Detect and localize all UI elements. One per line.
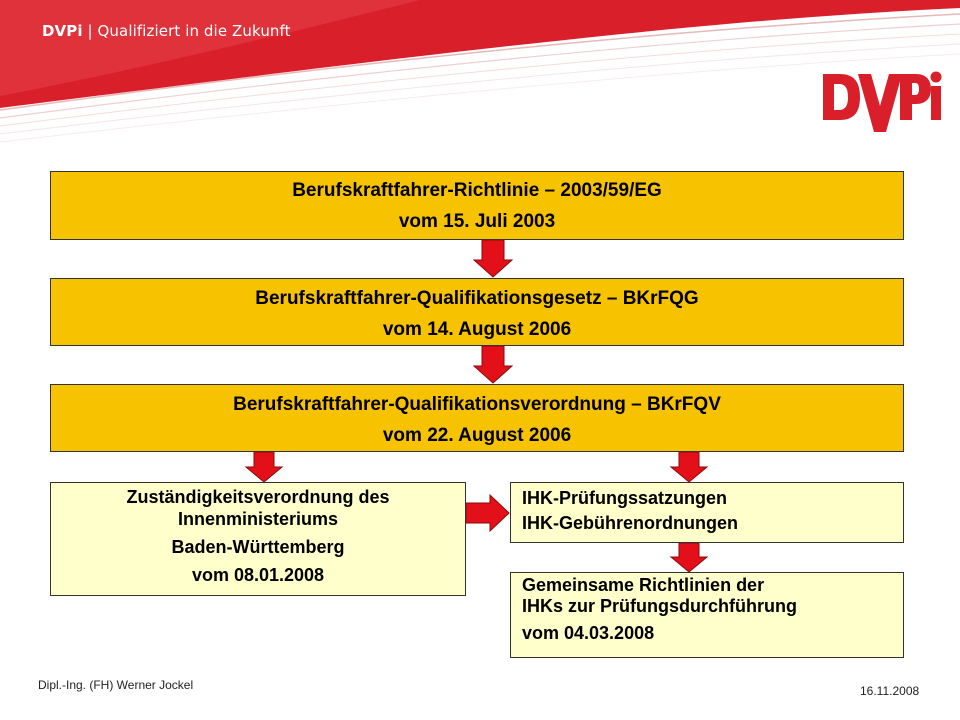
guidelines-line-1: Gemeinsame Richtlinien der	[522, 575, 765, 595]
law-date: vom 14. August 2006	[382, 319, 572, 340]
ordinance-title: Berufskraftfahrer-Qualifikationsverordnung – BKrFQV	[233, 394, 721, 415]
down-arrow-icon	[669, 543, 709, 573]
ihk-rules-box	[510, 482, 904, 543]
ihk-rules-line-2: IHK-Gebührenordnungen	[522, 513, 738, 533]
header-brand: DVPi	[42, 22, 83, 40]
guidelines-date: vom 04.03.2008	[522, 623, 655, 643]
ihk-rules-line-1: IHK-Prüfungssatzungen	[522, 488, 727, 508]
ordinance-box	[50, 384, 904, 452]
guidelines-line-2: IHKs zur Prüfungsdurchführung	[522, 596, 797, 616]
header-tagline	[42, 22, 291, 40]
down-arrow-icon	[473, 346, 513, 384]
jurisdiction-date: vom 08.01.2008	[191, 565, 325, 585]
down-arrow-icon	[669, 452, 709, 483]
directive-box	[50, 171, 904, 240]
down-arrow-icon	[244, 452, 284, 483]
footer-author: Dipl.-Ing. (FH) Werner Jockel	[38, 678, 194, 692]
law-box	[50, 278, 904, 346]
jurisdiction-box	[50, 482, 466, 596]
down-arrow-icon	[473, 240, 513, 278]
law-title: Berufskraftfahrer-Qualifikationsgesetz – BKrFQG	[255, 288, 699, 309]
directive-title: Berufskraftfahrer-Richtlinie – 2003/59/EG	[292, 180, 662, 201]
header-separator: |	[87, 22, 93, 40]
jurisdiction-line-2: Innenministeriums	[177, 509, 339, 529]
header-tagline-text: Qualifiziert in die Zukunft	[97, 22, 291, 40]
jurisdiction-line-1: Zuständigkeitsverordnung des	[126, 487, 390, 507]
ordinance-date: vom 22. August 2006	[382, 425, 572, 446]
dvpi-logo	[818, 62, 943, 134]
right-arrow-icon	[466, 493, 510, 533]
footer-date: 16.11.2008	[860, 684, 920, 698]
guidelines-box	[510, 572, 904, 658]
jurisdiction-line-3: Baden-Württemberg	[171, 537, 345, 557]
directive-date: vom 15. Juli 2003	[398, 211, 556, 232]
